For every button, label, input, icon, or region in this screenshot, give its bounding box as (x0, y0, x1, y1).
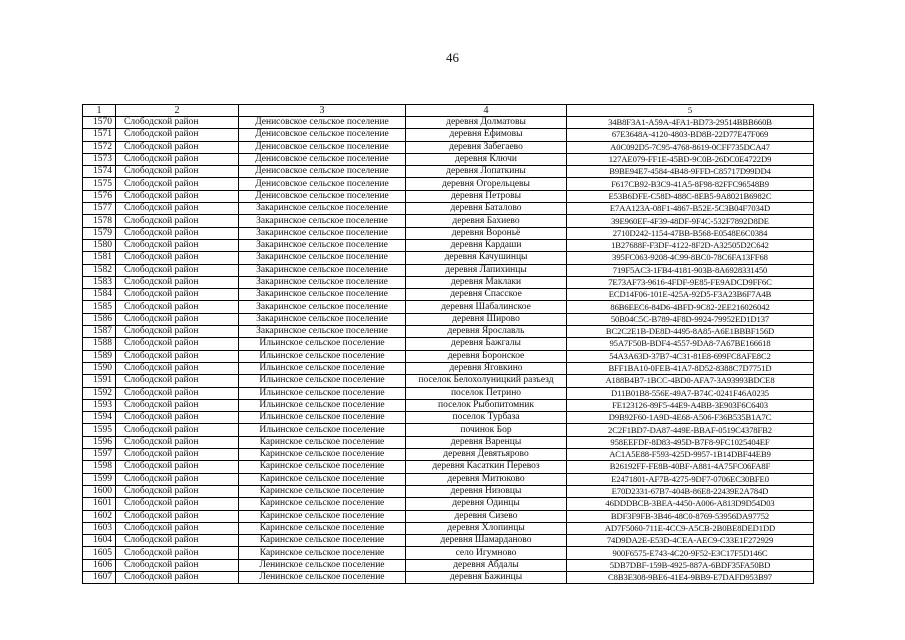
settlement-name: Ильинское сельское поселение (239, 362, 406, 374)
settlement-name: Каринское сельское поселение (239, 522, 406, 534)
settlement-name: Каринское сельское поселение (239, 485, 406, 497)
fias-guid: A0C092D5-7C95-4768-8619-0CFF735DCA47 (567, 141, 814, 153)
fias-guid: B26192FF-FE8B-40BF-A881-4A75FC06FA8F (567, 461, 814, 473)
fias-guid: E2471801-AF7B-4275-9DF7-0706EC30BFE0 (567, 473, 814, 485)
fias-guid: 95A7F50B-BDF4-4557-9DA8-7A67BE166618 (567, 338, 814, 350)
settlement-name: Денисовское сельское поселение (239, 178, 406, 190)
table-row (83, 153, 814, 165)
locality-name: деревня Одинцы (406, 498, 567, 510)
locality-name: деревня Хлопинцы (406, 522, 567, 534)
fias-guid: 86B6EEC6-84D6-4BFD-9C82-2EE216026042 (567, 301, 814, 313)
table-row (83, 178, 814, 190)
row-number: 1589 (83, 350, 116, 362)
fias-guid: 34B8F3A1-A59A-4FA1-BD73-29514BBB660B (567, 117, 814, 129)
locality-name: деревня Баталово (406, 203, 567, 215)
fias-guid: 46DDDBCB-3BEA-4450-A006-A813D9D54D03 (567, 498, 814, 510)
fias-guid: 74D9DA2E-E53D-4CEA-AEC9-C33E1F272929 (567, 535, 814, 547)
row-number: 1576 (83, 190, 116, 202)
fias-guid: 7E73AF73-9616-4FDF-9E85-FE9ADCD9FF6C (567, 276, 814, 288)
table-body (83, 117, 814, 584)
locality-name: деревня Долматовы (406, 117, 567, 129)
row-number: 1606 (83, 559, 116, 571)
district-name: Слободской район (116, 436, 239, 448)
settlement-name: Закаринское сельское поселение (239, 215, 406, 227)
settlement-name: Каринское сельское поселение (239, 436, 406, 448)
district-name: Слободской район (116, 227, 239, 239)
row-number: 1607 (83, 571, 116, 583)
settlement-name: Закаринское сельское поселение (239, 326, 406, 338)
locality-name: деревня Ефимовы (406, 129, 567, 141)
settlement-name: Денисовское сельское поселение (239, 117, 406, 129)
settlement-name: Ильинское сельское поселение (239, 412, 406, 424)
locality-name: деревня Ярославль (406, 326, 567, 338)
district-name: Слободской район (116, 461, 239, 473)
settlement-name: Каринское сельское поселение (239, 449, 406, 461)
settlement-name: Ильинское сельское поселение (239, 338, 406, 350)
table-row (83, 485, 814, 497)
settlement-name: Ильинское сельское поселение (239, 387, 406, 399)
row-number: 1580 (83, 239, 116, 251)
locality-name: деревня Шабалинское (406, 301, 567, 313)
row-number: 1593 (83, 399, 116, 411)
locality-name: деревня Митюково (406, 473, 567, 485)
locality-name: деревня Вороньё (406, 227, 567, 239)
table-row (83, 190, 814, 202)
table-row (83, 289, 814, 301)
row-number: 1588 (83, 338, 116, 350)
locality-name: село Игумново (406, 547, 567, 559)
table-row (83, 510, 814, 522)
settlement-name: Закаринское сельское поселение (239, 289, 406, 301)
locality-name: деревня Боронское (406, 350, 567, 362)
settlement-name: Ленинское сельское поселение (239, 571, 406, 583)
row-number: 1579 (83, 227, 116, 239)
fias-guid: D11B01B8-556E-49A7-B74C-0241F46A0235 (567, 387, 814, 399)
table-row (83, 399, 814, 411)
district-name: Слободской район (116, 547, 239, 559)
column-header-4: 4 (406, 105, 567, 117)
row-number: 1575 (83, 178, 116, 190)
fias-guid: FE123126-89F5-44E9-A4BB-3E903F6C6403 (567, 399, 814, 411)
row-number: 1596 (83, 436, 116, 448)
settlement-name: Ильинское сельское поселение (239, 350, 406, 362)
table-row (83, 449, 814, 461)
row-number: 1598 (83, 461, 116, 473)
fias-guid: E7AA123A-08F1-4867-B52E-5C3B04F7034D (567, 203, 814, 215)
table-row (83, 424, 814, 436)
locality-name: деревня Маклаки (406, 276, 567, 288)
row-number: 1601 (83, 498, 116, 510)
district-name: Слободской район (116, 449, 239, 461)
locality-name: деревня Девятьярово (406, 449, 567, 461)
district-name: Слободской район (116, 166, 239, 178)
row-number: 1581 (83, 252, 116, 264)
fias-guid: 1B27688F-F3DF-4122-8F2D-A32505D2C642 (567, 239, 814, 251)
table-row (83, 227, 814, 239)
table-row (83, 239, 814, 251)
header-row (83, 105, 814, 117)
column-header-1: 1 (83, 105, 116, 117)
row-number: 1571 (83, 129, 116, 141)
locality-name: деревня Бахиево (406, 215, 567, 227)
fias-guid: D9B92F60-1A9D-4E68-A506-F36B535B1A7C (567, 412, 814, 424)
row-number: 1586 (83, 313, 116, 325)
locality-name: деревня Низовцы (406, 485, 567, 497)
fias-guid: 395FC063-9208-4C99-8BC0-78C6FA13FF68 (567, 252, 814, 264)
locality-name: деревня Шамарданово (406, 535, 567, 547)
locality-name: деревня Лопаткины (406, 166, 567, 178)
locality-name: деревня Спасское (406, 289, 567, 301)
fias-guid: BDF3F9FB-3B46-48C0-8769-53956DA97752 (567, 510, 814, 522)
table-row (83, 141, 814, 153)
locality-name: починок Бор (406, 424, 567, 436)
row-number: 1584 (83, 289, 116, 301)
district-name: Слободской район (116, 510, 239, 522)
row-number: 1577 (83, 203, 116, 215)
table-row (83, 375, 814, 387)
row-number: 1572 (83, 141, 116, 153)
settlement-name: Денисовское сельское поселение (239, 153, 406, 165)
district-name: Слободской район (116, 535, 239, 547)
table-header (83, 105, 814, 117)
table-row (83, 264, 814, 276)
district-name: Слободской район (116, 559, 239, 571)
district-name: Слободской район (116, 117, 239, 129)
table-row (83, 117, 814, 129)
fias-guid: 2C2F1BD7-DA87-449E-BBAF-0519C4378FB2 (567, 424, 814, 436)
settlement-name: Ильинское сельское поселение (239, 424, 406, 436)
district-name: Слободской район (116, 571, 239, 583)
table-row (83, 522, 814, 534)
district-name: Слободской район (116, 190, 239, 202)
settlement-name: Ленинское сельское поселение (239, 559, 406, 571)
row-number: 1574 (83, 166, 116, 178)
fias-guid: E70D2331-67B7-404B-86E8-22439E2A784D (567, 485, 814, 497)
fias-guid: F617CB92-B3C9-41A5-8F98-82FFC96548B9 (567, 178, 814, 190)
locality-name: деревня Сизево (406, 510, 567, 522)
settlement-name: Ильинское сельское поселение (239, 399, 406, 411)
row-number: 1578 (83, 215, 116, 227)
district-name: Слободской район (116, 178, 239, 190)
settlement-name: Каринское сельское поселение (239, 473, 406, 485)
locality-name: поселок Турбаза (406, 412, 567, 424)
district-name: Слободской район (116, 522, 239, 534)
fias-guid: 127AE079-FF1E-45BD-9C0B-26DC0E4722D9 (567, 153, 814, 165)
locality-name: деревня Яговкино (406, 362, 567, 374)
table-row (83, 387, 814, 399)
settlement-name: Закаринское сельское поселение (239, 301, 406, 313)
locality-name: деревня Касаткин Перевоз (406, 461, 567, 473)
locality-name: деревня Лапихинцы (406, 264, 567, 276)
fias-guid: AC1A5E88-F593-425D-9957-1B14DBF44EB9 (567, 449, 814, 461)
district-name: Слободской район (116, 141, 239, 153)
row-number: 1599 (83, 473, 116, 485)
settlement-name: Закаринское сельское поселение (239, 276, 406, 288)
table-row (83, 473, 814, 485)
district-name: Слободской район (116, 350, 239, 362)
district-name: Слободской район (116, 276, 239, 288)
fias-guid: 50B04C5C-B789-4F8D-9924-79952ED1D137 (567, 313, 814, 325)
row-number: 1603 (83, 522, 116, 534)
table-row (83, 350, 814, 362)
table-row (83, 535, 814, 547)
locality-name: деревня Качушинцы (406, 252, 567, 264)
locality-name: деревня Ключи (406, 153, 567, 165)
settlement-name: Закаринское сельское поселение (239, 313, 406, 325)
fias-guid: AD7F5060-711E-4CC9-A5CB-2B0BE8DED1DD (567, 522, 814, 534)
district-name: Слободской район (116, 485, 239, 497)
settlement-name: Каринское сельское поселение (239, 461, 406, 473)
row-number: 1590 (83, 362, 116, 374)
table-row (83, 571, 814, 583)
table-row (83, 166, 814, 178)
row-number: 1597 (83, 449, 116, 461)
locality-name: деревня Бажгалы (406, 338, 567, 350)
table-row (83, 547, 814, 559)
settlement-name: Закаринское сельское поселение (239, 239, 406, 251)
settlement-name: Денисовское сельское поселение (239, 190, 406, 202)
district-name: Слободской район (116, 362, 239, 374)
row-number: 1600 (83, 485, 116, 497)
district-name: Слободской район (116, 301, 239, 313)
row-number: 1570 (83, 117, 116, 129)
district-name: Слободской район (116, 387, 239, 399)
row-number: 1582 (83, 264, 116, 276)
settlement-name: Ильинское сельское поселение (239, 375, 406, 387)
fias-guid: BFF1BA10-0FEB-41A7-8D52-8388C7D7751D (567, 362, 814, 374)
settlement-name: Закаринское сельское поселение (239, 203, 406, 215)
district-name: Слободской район (116, 215, 239, 227)
table-row (83, 559, 814, 571)
fias-guid: BC2C2E1B-DE8D-4495-8A85-A6E1BBBF156D (567, 326, 814, 338)
row-number: 1604 (83, 535, 116, 547)
column-header-5: 5 (567, 105, 814, 117)
district-name: Слободской район (116, 326, 239, 338)
table-row (83, 498, 814, 510)
district-name: Слободской район (116, 252, 239, 264)
table-row (83, 461, 814, 473)
row-number: 1583 (83, 276, 116, 288)
fias-guid: A188B4B7-1BCC-4BD0-AFA7-3A93993BDCE8 (567, 375, 814, 387)
row-number: 1573 (83, 153, 116, 165)
table-row (83, 301, 814, 313)
row-number: 1594 (83, 412, 116, 424)
locality-name: деревня Широво (406, 313, 567, 325)
district-name: Слободской район (116, 375, 239, 387)
table-row (83, 362, 814, 374)
settlement-register-table (82, 104, 814, 584)
fias-guid: 39E960EF-4F39-48DF-9F4C-532F7892D8DE (567, 215, 814, 227)
fias-guid: 2710D242-1154-47BB-B568-E0548E6C0384 (567, 227, 814, 239)
fias-guid: 719F5AC3-1FB4-4181-903B-8A6928331450 (567, 264, 814, 276)
table-row (83, 436, 814, 448)
district-name: Слободской район (116, 289, 239, 301)
district-name: Слободской район (116, 399, 239, 411)
table-row (83, 338, 814, 350)
table-row (83, 313, 814, 325)
fias-guid: E53B6DFE-C58D-488C-8EB5-9A8021B6982C (567, 190, 814, 202)
district-name: Слободской район (116, 264, 239, 276)
district-name: Слободской район (116, 498, 239, 510)
fias-guid: 5DB7DBF-159B-4925-887A-6BDF35FA50BD (567, 559, 814, 571)
district-name: Слободской район (116, 338, 239, 350)
column-header-3: 3 (239, 105, 406, 117)
settlement-name: Каринское сельское поселение (239, 547, 406, 559)
locality-name: поселок Петрино (406, 387, 567, 399)
settlement-name: Каринское сельское поселение (239, 510, 406, 522)
row-number: 1587 (83, 326, 116, 338)
district-name: Слободской район (116, 412, 239, 424)
locality-name: деревня Петровы (406, 190, 567, 202)
table-row (83, 252, 814, 264)
settlement-name: Денисовское сельское поселение (239, 129, 406, 141)
table-row (83, 326, 814, 338)
settlement-name: Денисовское сельское поселение (239, 166, 406, 178)
settlement-name: Каринское сельское поселение (239, 535, 406, 547)
settlement-name: Закаринское сельское поселение (239, 252, 406, 264)
district-name: Слободской район (116, 313, 239, 325)
row-number: 1605 (83, 547, 116, 559)
locality-name: деревня Варенцы (406, 436, 567, 448)
district-name: Слободской район (116, 153, 239, 165)
row-number: 1595 (83, 424, 116, 436)
district-name: Слободской район (116, 239, 239, 251)
settlement-name: Закаринское сельское поселение (239, 264, 406, 276)
row-number: 1591 (83, 375, 116, 387)
fias-guid: 958EEFDF-8D83-495D-B7F8-9FC1025404EF (567, 436, 814, 448)
row-number: 1585 (83, 301, 116, 313)
row-number: 1592 (83, 387, 116, 399)
settlement-name: Денисовское сельское поселение (239, 141, 406, 153)
table-row (83, 412, 814, 424)
fias-guid: B9BE94E7-4584-4B48-9FFD-C85717D99DD4 (567, 166, 814, 178)
locality-name: поселок Белохолуницкий разъезд (406, 375, 567, 387)
row-number: 1602 (83, 510, 116, 522)
fias-guid: 67E3648A-4120-4803-BD8B-22D77E47F069 (567, 129, 814, 141)
locality-name: деревня Забегаево (406, 141, 567, 153)
settlement-name: Закаринское сельское поселение (239, 227, 406, 239)
column-header-2: 2 (116, 105, 239, 117)
fias-guid: 54A3A63D-37B7-4C31-81E8-699FC8AFE8C2 (567, 350, 814, 362)
locality-name: деревня Бажинцы (406, 571, 567, 583)
locality-name: деревня Абдалы (406, 559, 567, 571)
table-row (83, 276, 814, 288)
table-row (83, 129, 814, 141)
district-name: Слободской район (116, 424, 239, 436)
district-name: Слободской район (116, 473, 239, 485)
table-row (83, 203, 814, 215)
locality-name: деревня Огорельцевы (406, 178, 567, 190)
fias-guid: C8B3E308-9BE6-41E4-9BB9-E7DAFD953B97 (567, 571, 814, 583)
district-name: Слободской район (116, 129, 239, 141)
locality-name: поселок Рыбопитомник (406, 399, 567, 411)
page-number: 46 (446, 50, 459, 65)
fias-guid: 900F6575-E743-4C20-9F52-E3C17F5D146C (567, 547, 814, 559)
district-name: Слободской район (116, 203, 239, 215)
locality-name: деревня Кардаши (406, 239, 567, 251)
table-row (83, 215, 814, 227)
settlement-name: Каринское сельское поселение (239, 498, 406, 510)
fias-guid: ECD14F06-101E-425A-92D5-F3A23B6F7A4B (567, 289, 814, 301)
